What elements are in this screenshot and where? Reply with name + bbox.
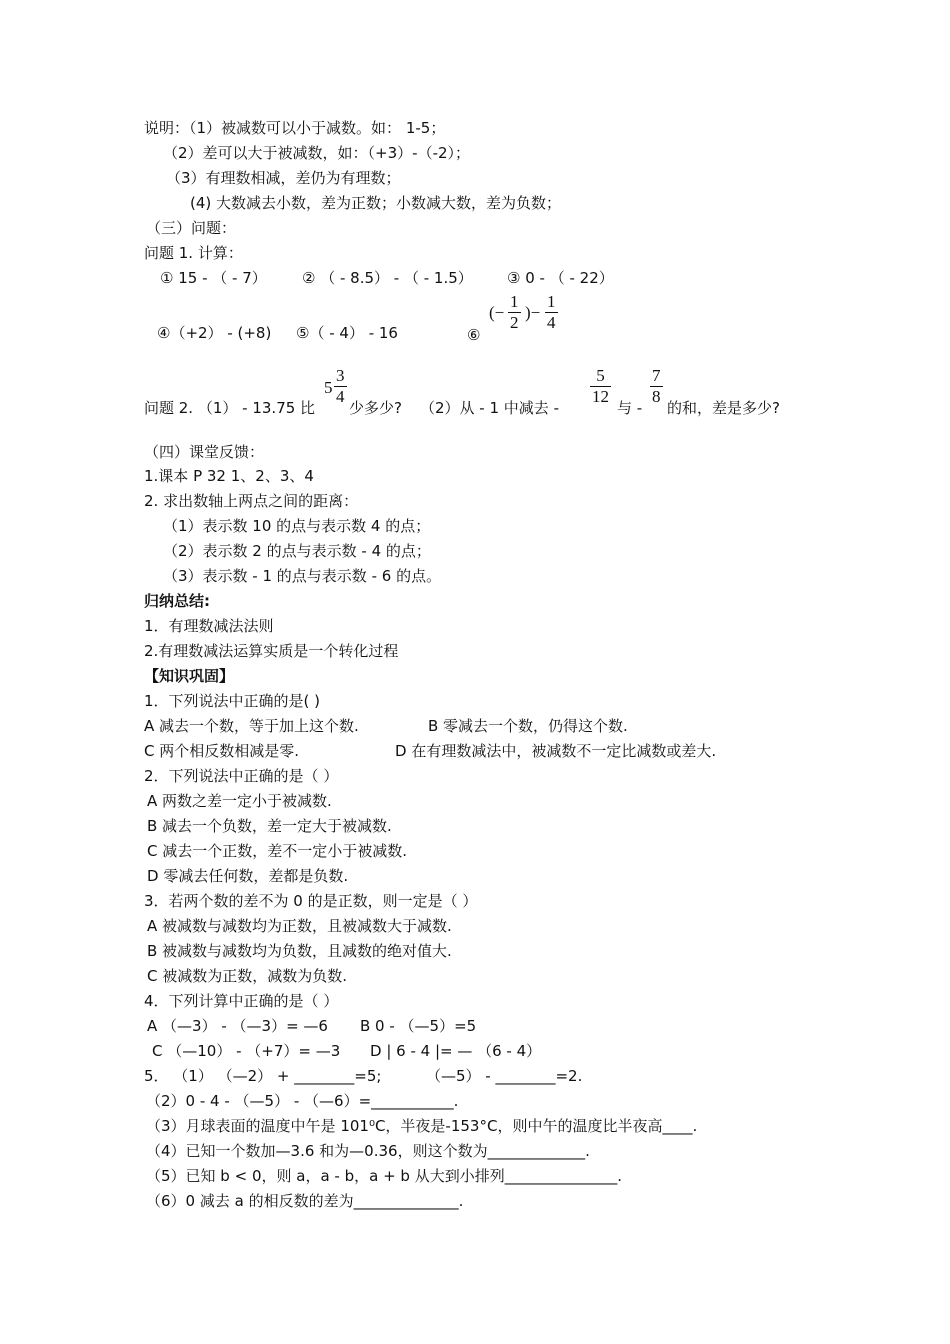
q6-f1-num: 1 [510, 292, 519, 311]
text-line: C （—10） - （+7）= —3 [152, 1042, 341, 1060]
text-line: B 0 - （—5）=5 [360, 1017, 477, 1035]
text-line: 1．有理数减法法则 [144, 617, 274, 635]
text-line: （4）已知一个数加—3.6 和为—0.36，则这个数为_____________. [146, 1142, 590, 1160]
text-line: 3．若两个数的差不为 0 的是正数，则一定是（ ） [144, 892, 478, 910]
text-line: D | 6 - 4 |= — （6 - 4） [370, 1042, 542, 1060]
text-line: (4) 大数减去小数，差为正数；小数减大数，差为负数； [190, 194, 562, 212]
text-line: A 两数之差一定小于被减数. [147, 792, 332, 810]
q6-prefix: (− [489, 303, 505, 322]
q6-f1-den: 2 [510, 313, 519, 332]
text-line: D 在有理数减法中，被减数不一定比减数或差大. [395, 742, 717, 760]
text-line: 的和，差是多少? [667, 399, 780, 417]
text-line: ③ 0 - （ - 22） [507, 269, 614, 287]
text-line: （—5） - ________=2. [426, 1067, 583, 1085]
mixed-fraction [334, 366, 347, 407]
q6-mid: )− [525, 303, 541, 322]
q6-f2-num: 1 [547, 292, 556, 311]
text-line: C 被减数为正数，减数为负数. [147, 967, 348, 985]
text-line: 问题 2. （1） - 13.75 比 [144, 399, 316, 417]
text-line: A 减去一个数，等于加上这个数. [144, 717, 359, 735]
mixed-num: 3 [336, 366, 345, 385]
text-line: 少多少? [349, 399, 402, 417]
text-line: B 被减数与减数均为负数，且减数的绝对值大. [147, 942, 452, 960]
text-line: （2）差可以大于被减数，如：（+3）-（-2）； [163, 144, 471, 162]
text-line: B 零减去一个数，仍得这个数. [428, 717, 628, 735]
text-line: C 减去一个正数，差不一定小于被减数. [147, 842, 408, 860]
q6-fraction-1 [508, 292, 521, 333]
text-line: C 两个相反数相减是零. [144, 742, 300, 760]
fraction-7-8 [650, 366, 663, 407]
text-line: D 零减去任何数，差都是负数. [147, 867, 349, 885]
text-line: 说明：（1）被减数可以小于减数。如： 1-5； [144, 119, 446, 137]
text-line: （四）课堂反馈： [144, 443, 265, 461]
text-line: ⑥ [467, 326, 481, 344]
text-line: 1．下列说法中正确的是( ) [144, 692, 321, 710]
text-line: ① 15 - （ - 7） [160, 269, 267, 287]
frac-7-8-num: 7 [652, 366, 661, 385]
text-line: A 被减数与减数均为正数，且被减数大于减数. [147, 917, 452, 935]
text-line: 1.课本 P 32 1、2、3、4 [144, 467, 314, 485]
text-line: （3）表示数 - 1 的点与表示数 - 6 的点。 [163, 567, 442, 585]
text-line: 【知识巩固】 [144, 667, 235, 685]
text-line: （2）从 - 1 中减去 - [420, 399, 559, 417]
text-line: （3）有理数相减，差仍为有理数； [166, 169, 401, 187]
text-line: （2）表示数 2 的点与表示数 - 4 的点； [163, 542, 431, 560]
text-line: （三）问题： [146, 219, 237, 237]
text-line: 归纳总结: [144, 592, 210, 610]
text-line: 2. 求出数轴上两点之间的距离： [144, 492, 359, 510]
text-line: ⑤（ - 4） - 16 [296, 324, 398, 342]
text-line: ② （ - 8.5） - （ - 1.5） [302, 269, 473, 287]
text-line: （1）表示数 10 的点与表示数 4 的点； [163, 517, 431, 535]
text-line: （6）0 减去 a 的相反数的差为______________. [146, 1192, 464, 1210]
text-line: 5． （1） （—2） + ________=5; [144, 1067, 382, 1085]
text-line: 2．下列说法中正确的是（ ） [144, 767, 339, 785]
text-line: （3）月球表面的温度中午是 101⁰C，半夜是-153°C，则中午的温度比半夜高____. [146, 1117, 698, 1135]
fraction-5-12 [590, 366, 611, 407]
mixed-whole: 5 [324, 378, 333, 397]
text-line: 与 - [617, 399, 643, 417]
frac-5-12-num: 5 [590, 366, 611, 387]
text-line: ④（+2） - (+8) [157, 324, 272, 342]
text-line: （2）0 - 4 - （—5） - （—6）=___________. [146, 1092, 459, 1110]
frac-7-8-den: 8 [652, 387, 661, 406]
text-line: （5）已知 b < 0，则 a，a - b，a + b 从大到小排列_______________. [146, 1167, 622, 1185]
text-line: A （—3） - （—3）= —6 [147, 1017, 328, 1035]
frac-5-12-den: 12 [592, 387, 609, 406]
q6-fraction-2 [545, 292, 558, 333]
text-line: B 减去一个负数，差一定大于被减数. [147, 817, 392, 835]
text-line: 问题 1. 计算： [144, 244, 243, 262]
mixed-den: 4 [336, 387, 345, 406]
text-line: 4．下列计算中正确的是（ ） [144, 992, 339, 1010]
text-line: 2.有理数减法运算实质是一个转化过程 [144, 642, 399, 660]
q6-f2-den: 4 [547, 313, 556, 332]
